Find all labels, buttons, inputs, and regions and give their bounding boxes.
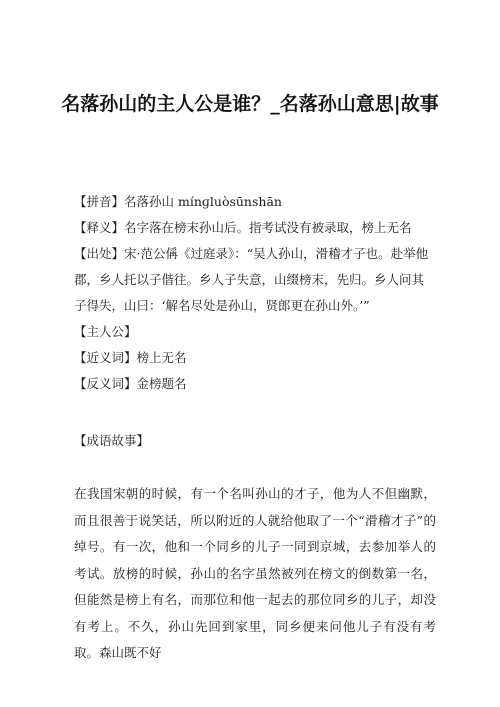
entry-label: 【反义词】 [74,376,137,391]
entry-source [74,241,434,319]
story-paragraph: 在我国宋朝的时候，有一个名叫孙山的才子，他为人不但幽默，而且很善于说笑话，所以附近的人就给他取了一个“滑稽才子”的绰号。有一次，他和一个同乡的儿子一同到京城，去参加举人的考试。放榜的时候，孙山的名字虽然被列在榜文的倒数第一名，但能然是榜上有名，而那位和他一起去的那位同乡的儿子，却没有考上。不久，孙山先回到家里，同乡便来问他儿子有没有考取。森山既不好 [74,486,436,660]
story-heading: 【成语故事】 [74,433,150,448]
entry-list [74,189,434,397]
entry-text: 金榜题名 [136,376,187,391]
entry-label: 【拼音】 [74,194,125,209]
entry-text: 名落孙山 mínɡluòsūnshān [124,194,282,209]
entry-synonym [74,345,434,371]
entry-label: 【释义】 [74,220,125,235]
entry-text: 榜上无名 [136,350,187,365]
entry-definition [74,215,434,241]
entry-text: 宋·范公偁《过庭录》：“吴人孙山，滑稽才子也。赴举他郡，乡人托以子偕往。乡人子失意，山缀榜末，先归。乡人问其子得失，山曰：‘解名尽处是孙山，贤郎更在孙山外。’” [74,246,429,313]
entry-label: 【近义词】 [74,350,137,365]
entry-pinyin [74,189,434,215]
entry-label: 【主人公】 [74,324,137,339]
entry-antonym [74,371,434,397]
page-title: 名落孙山的主人公是谁？_名落孙山意思|故事 [61,93,439,115]
entry-protagonist [74,319,434,345]
entry-text: 名字落在榜末孙山后。指考试没有被录取，榜上无名 [124,220,412,235]
entry-label: 【出处】 [74,246,125,261]
